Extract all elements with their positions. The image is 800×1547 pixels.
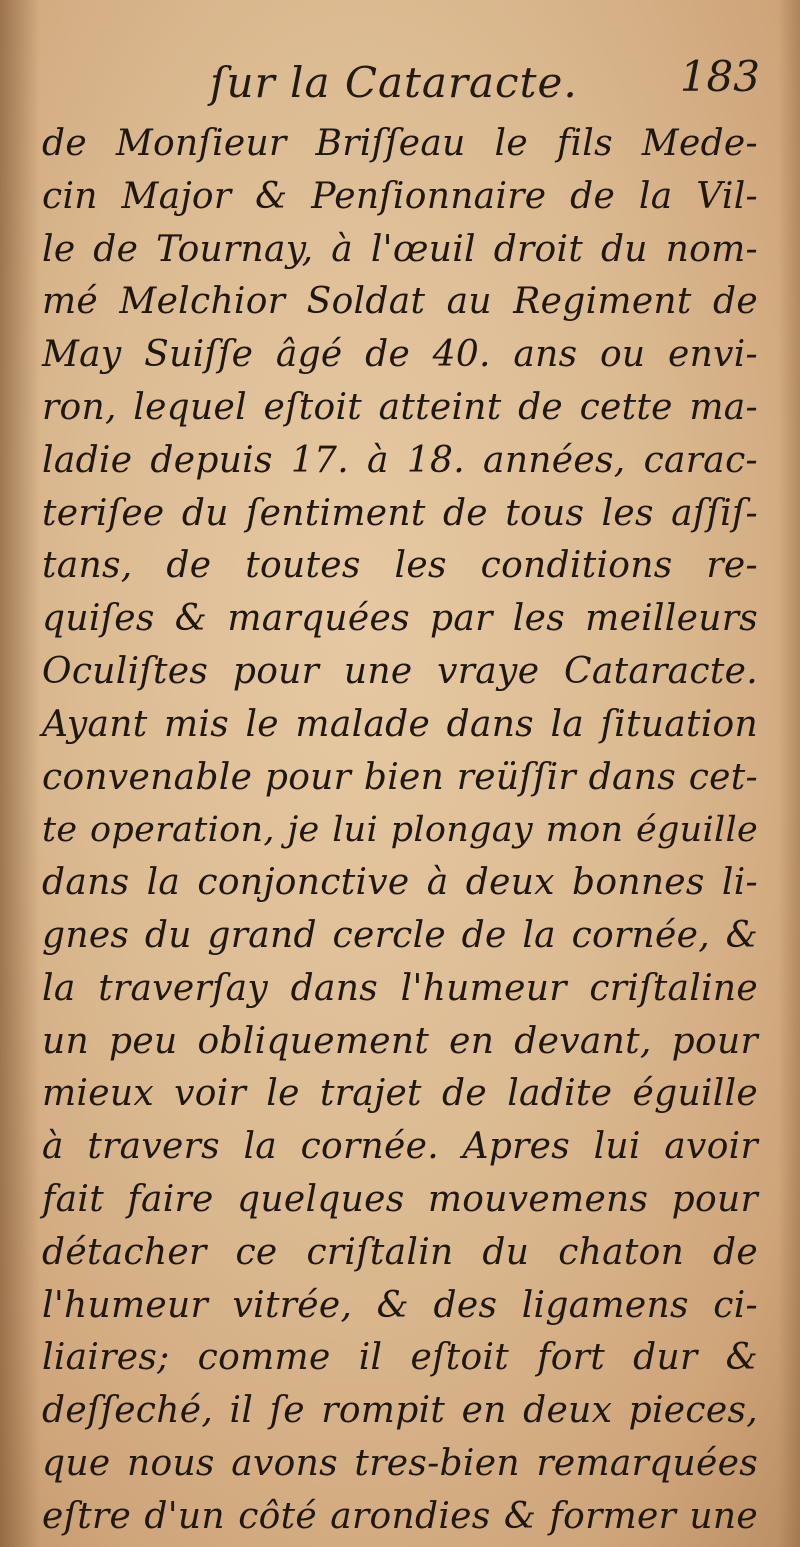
text-line: convenable pour bien reüſſir dans cet- xyxy=(42,756,758,798)
text-line: un peu obliquement en devant, pour xyxy=(42,1020,758,1062)
text-line: à travers la cornée. Apres lui avoir xyxy=(42,1126,758,1168)
text-line: deſſeché, il ſe rompit en deux pieces, xyxy=(42,1390,758,1432)
text-line: mé Melchior Soldat au Regiment de xyxy=(42,281,758,323)
text-line: te operation, je lui plongay mon éguille xyxy=(42,810,758,851)
text-line: l'humeur vitrée, & des ligamens ci- xyxy=(42,1284,758,1326)
text-line: fait faire quelques mouvemens pour xyxy=(42,1178,758,1220)
text-line: quiſes & marquées par les meilleurs xyxy=(42,598,758,640)
text-line: tans, de toutes les conditions re- xyxy=(42,545,758,587)
text-line: mieux voir le trajet de ladite éguille xyxy=(42,1073,758,1115)
text-line: Oculiſtes pour une vraye Cataracte. xyxy=(42,650,758,692)
text-line: gnes du grand cercle de la cornée, & xyxy=(42,914,758,956)
text-line: May Suiſſe âgé de 40. ans ou envi- xyxy=(42,334,758,376)
text-line: Ayant mis le malade dans la ſituation xyxy=(42,703,758,745)
text-line: le de Tournay, à l'œuil droit du nom- xyxy=(42,228,758,270)
text-line: ladie depuis 17. à 18. années, carac- xyxy=(42,439,758,481)
page-edge-shadow xyxy=(778,0,800,1547)
text-line: teriſee du ſentiment de tous les aſſiſ- xyxy=(42,492,758,534)
text-line: ron, lequel eſtoit atteint de cette ma- xyxy=(42,386,758,428)
text-line: la traverſay dans l'humeur criſtaline xyxy=(42,967,758,1009)
text-line: détacher ce criſtalin du chaton de xyxy=(42,1231,758,1273)
running-head xyxy=(60,52,760,118)
page-number: 183 xyxy=(679,52,760,101)
text-line: liaires; comme il eſtoit fort dur & xyxy=(42,1337,758,1379)
gutter-shadow xyxy=(0,0,40,1547)
text-line: cin Major & Penſionnaire de la Vil- xyxy=(42,175,758,217)
text-line: dans la conjonctive à deux bonnes li- xyxy=(42,862,758,904)
body-text xyxy=(42,118,758,1544)
text-line: de Monſieur Briſſeau le fils Mede- xyxy=(42,123,758,164)
text-line: eſtre d'un côté arondies & former une xyxy=(42,1495,758,1537)
text-line: que nous avons tres-bien remarquées xyxy=(42,1442,758,1484)
running-head-title: ſur la Cataracte. xyxy=(210,58,578,107)
